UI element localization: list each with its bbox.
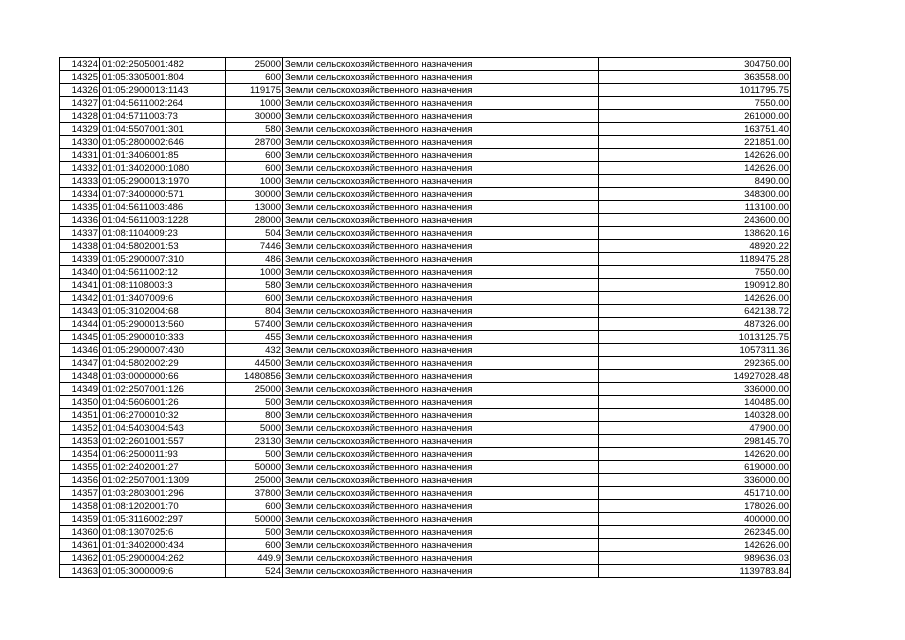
land-category-cell: Земли сельскохозяйственного назначения	[283, 305, 599, 318]
cadastral-value-cell: 113100.00	[599, 201, 791, 214]
cadastral-number-cell: 01:08:1104009:23	[100, 227, 226, 240]
area-cell: 25000	[226, 58, 283, 71]
row-number-cell: 14333	[60, 175, 100, 188]
area-cell: 432	[226, 344, 283, 357]
area-cell: 455	[226, 331, 283, 344]
land-category-cell: Земли сельскохозяйственного назначения	[283, 149, 599, 162]
area-cell: 119175	[226, 84, 283, 97]
cadastral-number-cell: 01:04:5611002:12	[100, 266, 226, 279]
land-category-cell: Земли сельскохозяйственного назначения	[283, 513, 599, 526]
cadastral-number-cell: 01:02:2505001:482	[100, 58, 226, 71]
cadastral-value-cell: 178026.00	[599, 500, 791, 513]
cadastral-number-cell: 01:04:5606001:26	[100, 396, 226, 409]
row-number-cell: 14327	[60, 97, 100, 110]
area-cell: 30000	[226, 110, 283, 123]
row-number-cell: 14340	[60, 266, 100, 279]
cadastral-number-cell: 01:08:1307025:6	[100, 526, 226, 539]
area-cell: 500	[226, 448, 283, 461]
cadastral-number-cell: 01:03:0000000:66	[100, 370, 226, 383]
cadastral-value-cell: 47900.00	[599, 422, 791, 435]
cadastral-number-cell: 01:04:5711003:73	[100, 110, 226, 123]
land-category-cell: Земли сельскохозяйственного назначения	[283, 175, 599, 188]
cadastral-number-cell: 01:05:2900007:430	[100, 344, 226, 357]
row-number-cell: 14326	[60, 84, 100, 97]
cadastral-number-cell: 01:02:2507001:1309	[100, 474, 226, 487]
area-cell: 600	[226, 71, 283, 84]
cadastral-number-cell: 01:04:5507001:301	[100, 123, 226, 136]
cadastral-number-cell: 01:04:5611002:264	[100, 97, 226, 110]
row-number-cell: 14338	[60, 240, 100, 253]
area-cell: 1480856	[226, 370, 283, 383]
cadastral-value-cell: 142620.00	[599, 448, 791, 461]
cadastral-value-cell: 14927028.48	[599, 370, 791, 383]
cadastral-value-cell: 190912.80	[599, 279, 791, 292]
cadastral-number-cell: 01:05:3102004:68	[100, 305, 226, 318]
area-cell: 580	[226, 279, 283, 292]
row-number-cell: 14334	[60, 188, 100, 201]
area-cell: 504	[226, 227, 283, 240]
cadastral-value-cell: 7550.00	[599, 97, 791, 110]
cadastral-value-cell: 1011795.75	[599, 84, 791, 97]
cadastral-number-cell: 01:08:1108003:3	[100, 279, 226, 292]
cadastral-value-cell: 261000.00	[599, 110, 791, 123]
cadastral-value-cell: 1189475.28	[599, 253, 791, 266]
area-cell: 44500	[226, 357, 283, 370]
cadastral-number-cell: 01:02:2601001:557	[100, 435, 226, 448]
land-category-cell: Земли сельскохозяйственного назначения	[283, 422, 599, 435]
cadastral-number-cell: 01:05:2900013:560	[100, 318, 226, 331]
cadastral-number-cell: 01:04:5802002:29	[100, 357, 226, 370]
land-category-cell: Земли сельскохозяйственного назначения	[283, 474, 599, 487]
area-cell: 37800	[226, 487, 283, 500]
area-cell: 449.9	[226, 552, 283, 565]
land-category-cell: Земли сельскохозяйственного назначения	[283, 162, 599, 175]
area-cell: 25000	[226, 474, 283, 487]
row-number-cell: 14357	[60, 487, 100, 500]
land-category-cell: Земли сельскохозяйственного назначения	[283, 435, 599, 448]
area-cell: 25000	[226, 383, 283, 396]
cadastral-number-cell: 01:05:2800002:646	[100, 136, 226, 149]
table-row	[60, 344, 791, 357]
land-category-cell: Земли сельскохозяйственного назначения	[283, 214, 599, 227]
table-row	[60, 201, 791, 214]
land-category-cell: Земли сельскохозяйственного назначения	[283, 552, 599, 565]
area-cell: 50000	[226, 513, 283, 526]
row-number-cell: 14355	[60, 461, 100, 474]
table-row	[60, 214, 791, 227]
land-category-cell: Земли сельскохозяйственного назначения	[283, 357, 599, 370]
cadastral-value-cell: 1057311.36	[599, 344, 791, 357]
area-cell: 23130	[226, 435, 283, 448]
cadastral-number-cell: 01:06:2700010:32	[100, 409, 226, 422]
cadastral-value-cell: 243600.00	[599, 214, 791, 227]
cadastral-value-cell: 400000.00	[599, 513, 791, 526]
table-row	[60, 474, 791, 487]
row-number-cell: 14336	[60, 214, 100, 227]
cadastral-number-cell: 01:05:3116002:297	[100, 513, 226, 526]
cadastral-number-cell: 01:05:2900007:310	[100, 253, 226, 266]
table-row	[60, 357, 791, 370]
row-number-cell: 14324	[60, 58, 100, 71]
row-number-cell: 14363	[60, 565, 100, 578]
row-number-cell: 14337	[60, 227, 100, 240]
cadastral-value-cell: 451710.00	[599, 487, 791, 500]
area-cell: 1000	[226, 175, 283, 188]
row-number-cell: 14339	[60, 253, 100, 266]
area-cell: 30000	[226, 188, 283, 201]
cadastral-number-cell: 01:06:2500011:93	[100, 448, 226, 461]
row-number-cell: 14335	[60, 201, 100, 214]
table-row	[60, 292, 791, 305]
area-cell: 600	[226, 162, 283, 175]
cadastral-number-cell: 01:04:5403004:543	[100, 422, 226, 435]
table-row	[60, 422, 791, 435]
row-number-cell: 14350	[60, 396, 100, 409]
table-row	[60, 58, 791, 71]
table-row	[60, 136, 791, 149]
cadastral-value-cell: 142626.00	[599, 539, 791, 552]
land-category-cell: Земли сельскохозяйственного назначения	[283, 565, 599, 578]
table-row	[60, 71, 791, 84]
cadastral-number-cell: 01:03:2803001:296	[100, 487, 226, 500]
row-number-cell: 14353	[60, 435, 100, 448]
table-row	[60, 331, 791, 344]
land-category-cell: Земли сельскохозяйственного назначения	[283, 71, 599, 84]
cadastral-value-cell: 336000.00	[599, 383, 791, 396]
cadastral-value-cell: 989636.03	[599, 552, 791, 565]
cadastral-value-cell: 363558.00	[599, 71, 791, 84]
cadastral-value-cell: 642138.72	[599, 305, 791, 318]
row-number-cell: 14331	[60, 149, 100, 162]
table-row	[60, 110, 791, 123]
cadastral-number-cell: 01:01:3407009:6	[100, 292, 226, 305]
cadastral-value-cell: 142626.00	[599, 149, 791, 162]
land-category-cell: Земли сельскохозяйственного назначения	[283, 188, 599, 201]
table-row	[60, 552, 791, 565]
cadastral-value-cell: 487326.00	[599, 318, 791, 331]
table-row	[60, 513, 791, 526]
land-category-cell: Земли сельскохозяйственного назначения	[283, 487, 599, 500]
area-cell: 524	[226, 565, 283, 578]
cadastral-number-cell: 01:02:2507001:126	[100, 383, 226, 396]
land-category-cell: Земли сельскохозяйственного назначения	[283, 344, 599, 357]
cadastral-value-cell: 292365.00	[599, 357, 791, 370]
land-category-cell: Земли сельскохозяйственного назначения	[283, 123, 599, 136]
table-row	[60, 448, 791, 461]
area-cell: 580	[226, 123, 283, 136]
row-number-cell: 14352	[60, 422, 100, 435]
land-category-cell: Земли сельскохозяйственного назначения	[283, 461, 599, 474]
table-row	[60, 240, 791, 253]
table-row	[60, 97, 791, 110]
cadastral-value-cell: 1013125.75	[599, 331, 791, 344]
table-row	[60, 526, 791, 539]
table-row	[60, 305, 791, 318]
row-number-cell: 14354	[60, 448, 100, 461]
cadastral-value-cell: 619000.00	[599, 461, 791, 474]
land-category-cell: Земли сельскохозяйственного назначения	[283, 97, 599, 110]
table-row	[60, 409, 791, 422]
area-cell: 804	[226, 305, 283, 318]
table-body	[60, 58, 791, 578]
land-category-cell: Земли сельскохозяйственного назначения	[283, 448, 599, 461]
land-category-cell: Земли сельскохозяйственного назначения	[283, 331, 599, 344]
cadastral-number-cell: 01:01:3402000:1080	[100, 162, 226, 175]
table-row	[60, 487, 791, 500]
row-number-cell: 14347	[60, 357, 100, 370]
area-cell: 600	[226, 539, 283, 552]
area-cell: 800	[226, 409, 283, 422]
area-cell: 600	[226, 292, 283, 305]
land-category-cell: Земли сельскохозяйственного назначения	[283, 253, 599, 266]
table-row	[60, 175, 791, 188]
area-cell: 5000	[226, 422, 283, 435]
land-category-cell: Земли сельскохозяйственного назначения	[283, 409, 599, 422]
row-number-cell: 14343	[60, 305, 100, 318]
row-number-cell: 14349	[60, 383, 100, 396]
land-category-cell: Земли сельскохозяйственного назначения	[283, 539, 599, 552]
cadastral-number-cell: 01:04:5802001:53	[100, 240, 226, 253]
cadastral-value-cell: 304750.00	[599, 58, 791, 71]
cadastral-value-cell: 1139783.84	[599, 565, 791, 578]
table-row	[60, 435, 791, 448]
cadastral-number-cell: 01:08:1202001:70	[100, 500, 226, 513]
row-number-cell: 14342	[60, 292, 100, 305]
area-cell: 1000	[226, 266, 283, 279]
cadastral-value-cell: 298145.70	[599, 435, 791, 448]
table-row	[60, 162, 791, 175]
row-number-cell: 14362	[60, 552, 100, 565]
row-number-cell: 14329	[60, 123, 100, 136]
land-category-cell: Земли сельскохозяйственного назначения	[283, 383, 599, 396]
land-category-cell: Земли сельскохозяйственного назначения	[283, 136, 599, 149]
table-row	[60, 188, 791, 201]
cadastral-value-cell: 140328.00	[599, 409, 791, 422]
cadastral-value-cell: 8490.00	[599, 175, 791, 188]
row-number-cell: 14328	[60, 110, 100, 123]
land-category-cell: Земли сельскохозяйственного назначения	[283, 227, 599, 240]
cadastral-number-cell: 01:07:3400000:571	[100, 188, 226, 201]
cadastral-value-cell: 142626.00	[599, 162, 791, 175]
table-row	[60, 266, 791, 279]
area-cell: 500	[226, 396, 283, 409]
land-registry-table	[59, 57, 791, 578]
land-category-cell: Земли сельскохозяйственного назначения	[283, 84, 599, 97]
row-number-cell: 14346	[60, 344, 100, 357]
area-cell: 600	[226, 500, 283, 513]
land-category-cell: Земли сельскохозяйственного назначения	[283, 266, 599, 279]
cadastral-number-cell: 01:05:2900004:262	[100, 552, 226, 565]
table-row	[60, 84, 791, 97]
land-category-cell: Земли сельскохозяйственного назначения	[283, 396, 599, 409]
land-category-cell: Земли сельскохозяйственного назначения	[283, 318, 599, 331]
land-category-cell: Земли сельскохозяйственного назначения	[283, 526, 599, 539]
row-number-cell: 14360	[60, 526, 100, 539]
cadastral-value-cell: 48920.22	[599, 240, 791, 253]
land-category-cell: Земли сельскохозяйственного назначения	[283, 58, 599, 71]
table-row	[60, 539, 791, 552]
land-category-cell: Земли сельскохозяйственного назначения	[283, 292, 599, 305]
area-cell: 13000	[226, 201, 283, 214]
cadastral-number-cell: 01:04:5611003:1228	[100, 214, 226, 227]
area-cell: 486	[226, 253, 283, 266]
cadastral-number-cell: 01:05:2900013:1970	[100, 175, 226, 188]
cadastral-number-cell: 01:01:3402000:434	[100, 539, 226, 552]
area-cell: 500	[226, 526, 283, 539]
land-category-cell: Земли сельскохозяйственного назначения	[283, 201, 599, 214]
cadastral-number-cell: 01:01:3406001:85	[100, 149, 226, 162]
table-row	[60, 396, 791, 409]
table-row	[60, 500, 791, 513]
cadastral-number-cell: 01:05:3305001:804	[100, 71, 226, 84]
cadastral-value-cell: 336000.00	[599, 474, 791, 487]
table-row	[60, 279, 791, 292]
row-number-cell: 14332	[60, 162, 100, 175]
area-cell: 28000	[226, 214, 283, 227]
row-number-cell: 14356	[60, 474, 100, 487]
land-category-cell: Земли сельскохозяйственного назначения	[283, 500, 599, 513]
area-cell: 7446	[226, 240, 283, 253]
table-row	[60, 253, 791, 266]
table-row	[60, 227, 791, 240]
table-row	[60, 149, 791, 162]
row-number-cell: 14341	[60, 279, 100, 292]
land-category-cell: Земли сельскохозяйственного назначения	[283, 279, 599, 292]
area-cell: 57400	[226, 318, 283, 331]
table-row	[60, 370, 791, 383]
row-number-cell: 14348	[60, 370, 100, 383]
cadastral-value-cell: 142626.00	[599, 292, 791, 305]
cadastral-value-cell: 140485.00	[599, 396, 791, 409]
land-category-cell: Земли сельскохозяйственного назначения	[283, 240, 599, 253]
cadastral-value-cell: 262345.00	[599, 526, 791, 539]
cadastral-number-cell: 01:05:2900013:1143	[100, 84, 226, 97]
land-category-cell: Земли сельскохозяйственного назначения	[283, 110, 599, 123]
row-number-cell: 14344	[60, 318, 100, 331]
area-cell: 28700	[226, 136, 283, 149]
area-cell: 600	[226, 149, 283, 162]
row-number-cell: 14345	[60, 331, 100, 344]
cadastral-number-cell: 01:04:5611003:486	[100, 201, 226, 214]
area-cell: 1000	[226, 97, 283, 110]
table-row	[60, 318, 791, 331]
cadastral-number-cell: 01:05:2900010:333	[100, 331, 226, 344]
table-row	[60, 565, 791, 578]
row-number-cell: 14358	[60, 500, 100, 513]
cadastral-value-cell: 163751.40	[599, 123, 791, 136]
cadastral-value-cell: 138620.16	[599, 227, 791, 240]
table-row	[60, 461, 791, 474]
cadastral-value-cell: 348300.00	[599, 188, 791, 201]
row-number-cell: 14361	[60, 539, 100, 552]
table-row	[60, 383, 791, 396]
land-category-cell: Земли сельскохозяйственного назначения	[283, 370, 599, 383]
table-row	[60, 123, 791, 136]
row-number-cell: 14325	[60, 71, 100, 84]
row-number-cell: 14359	[60, 513, 100, 526]
row-number-cell: 14351	[60, 409, 100, 422]
cadastral-number-cell: 01:05:3000009:6	[100, 565, 226, 578]
area-cell: 50000	[226, 461, 283, 474]
cadastral-value-cell: 7550.00	[599, 266, 791, 279]
cadastral-value-cell: 221851.00	[599, 136, 791, 149]
cadastral-number-cell: 01:02:2402001:27	[100, 461, 226, 474]
row-number-cell: 14330	[60, 136, 100, 149]
